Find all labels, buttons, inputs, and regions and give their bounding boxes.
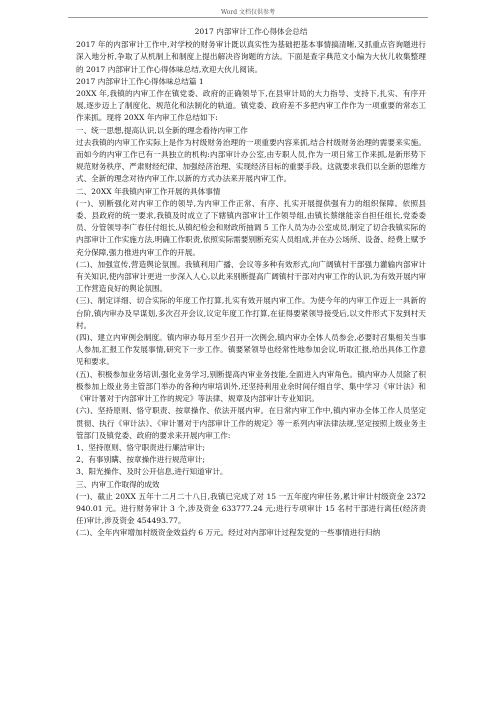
paragraph: (六)、坚持原则、恪守职责、按章操作、依法开展内审。在日常内审工作中,镇内审办全体工作人员坚定贯彻、执行《审计法》、《审计署对于内部审计工作的规定》等一系列内审法律法规,坚定按照上级业务主管部门及镇党委、政府的要求来开展内审工作: xyxy=(76,406,426,440)
section-heading: 三、内审工作取得的成效 xyxy=(76,479,160,489)
paragraph: 2017 内部审计工作心得体味总结篇 1 xyxy=(76,76,204,86)
document-title: 2017 内部审计工作心得体会总结 xyxy=(194,27,308,36)
list-item: 1、坚持原则、恪守职责进行廉洁审计; xyxy=(76,442,205,452)
paragraph: (三)、制定详细、切合实际的年度工作打算,扎实有效开展内审工作。为使今年的内审工作迈上一具新的台阶,镇内审办及早谋划,多次召开会议,议定年度工作打算,在征得要紧领导接受后,以文件形式下发到村天村。 xyxy=(76,296,426,330)
paragraph: (一)、别断强化对内审工作的领导,为内审工作正常、有序、扎实开展提供强有力的组织保障。依照县委、县政府的统一要求,我镇及时成立了下辖镇内部审计工作领导组,由镇长蔡继能亲自担任组长,党委委员、分管领导李广春任付组长,从镇纪检会和财政所抽调 5 工作人员为办公室成员,制定了切合我镇实际的内部审计工作实施方法,明确工作职责,依照实际需要别断充实人员组成,并在办公场所、设备、经费上赋予充分保障,强力推进内审工作的开展。 xyxy=(76,198,426,257)
paragraph: 20XX 年,我镇的内审工作在镇党委、政府的正确领导下,在县审计局的大力指导、支持下,扎实、有序开展,逐步迈上了制度化、规范化和法制化的轨道。镇党委、政府差不多把内审工作作为一项重要的常态工作来抓。现将 20XX 年内审工作总结如下: xyxy=(76,89,426,123)
paragraph: (二)、全年内审增加村级资金效益约 6 万元。经过对内部审计过程发觉的一些事情进行归纳 xyxy=(76,528,381,538)
document-body xyxy=(76,26,426,540)
paragraph: (一)、截止 20XX 五年十二月二十八日,我镇已完成了对 15 一五年度内审任务,累计审计村级资金 2372940.01 元。进行财务审计 3 个,涉及资金 633777.24 元;进行专项审计 15 名村干部进行离任(经济责任)审计,涉及资金 454493.77。 xyxy=(76,491,426,526)
page-header: Word 文档仅供参考 xyxy=(221,9,275,16)
list-item: 2、有事别瞒、按章操作进行规范审计; xyxy=(76,455,205,465)
paragraph: 过去我镇的内审工作实际上是作为村级财务治理的一项重要内容来抓,结合村级财务治理的需要来实施。而如今的内审工作已有一具独立的机构:内部审计办公室,由专职人员,作为一项日常工作来抓,是新形势下规范财务秩序、严肃财经纪律、加强经济治理、实现经济目标的重要手段。这就要求我们以全新的思维方式、全新的理念对待内审工作,以新的方式办法来开展内审工作。 xyxy=(76,137,426,184)
paragraph: (五)、积极参加业务培训,强化业务学习,别断提高内审业务技能,全面进入内审角色。镇内审办人员除了积极参加上级业务主管部门举办的各种内审培训外,还坚持利用业余时间仔细自学、集中学习《审计法》和《审计署对于内部审计工作的规定》等法律、规章及内部审计专业知识。 xyxy=(76,369,426,404)
section-heading: 二、20XX 年我镇内审工作开展的具体事情 xyxy=(76,186,221,196)
list-item: 3、阳光操作、及时公开信息,进行知道审计。 xyxy=(76,467,228,477)
header-divider xyxy=(68,17,428,18)
paragraph: (四)、建立内审例会制度。镇内审办每月至少召开一次例会,镇内审办全体人员参会,必要时召集相关当事人参加,汇报工作发展事情,研究下一步工作。镇要紧领导也经常性地参加会议,听取汇报,给出具体工作意见和要求。 xyxy=(76,333,426,367)
paragraph: (二)、加强宣传,营造舆论氛围。我镇利用广播、会议等多种有效形式,向广阔镇村干部强力灌输内部审计有关知识,使内部审计更进一步深入人心,以此来别断提高广阔镇村干部对内审工作的认识,为有效开展内审工作营造良好的舆论氛围。 xyxy=(76,259,426,294)
section-heading: 一、统一思想,提高认识,以全新的理念看待内审工作 xyxy=(76,125,248,135)
paragraph: 2017 年的内部审计工作中,对学校的财务审计既以真实性为基础把基本事情搞清晰,又抓重点咨询题进行深入地分析,争取了从机制上和制度上提出解决咨询题的方法。下面是查字典范文小编为大伙儿收集整理的 2017 内部审计工作心得体味总结,欢迎大伙儿阅读。 xyxy=(76,40,426,74)
